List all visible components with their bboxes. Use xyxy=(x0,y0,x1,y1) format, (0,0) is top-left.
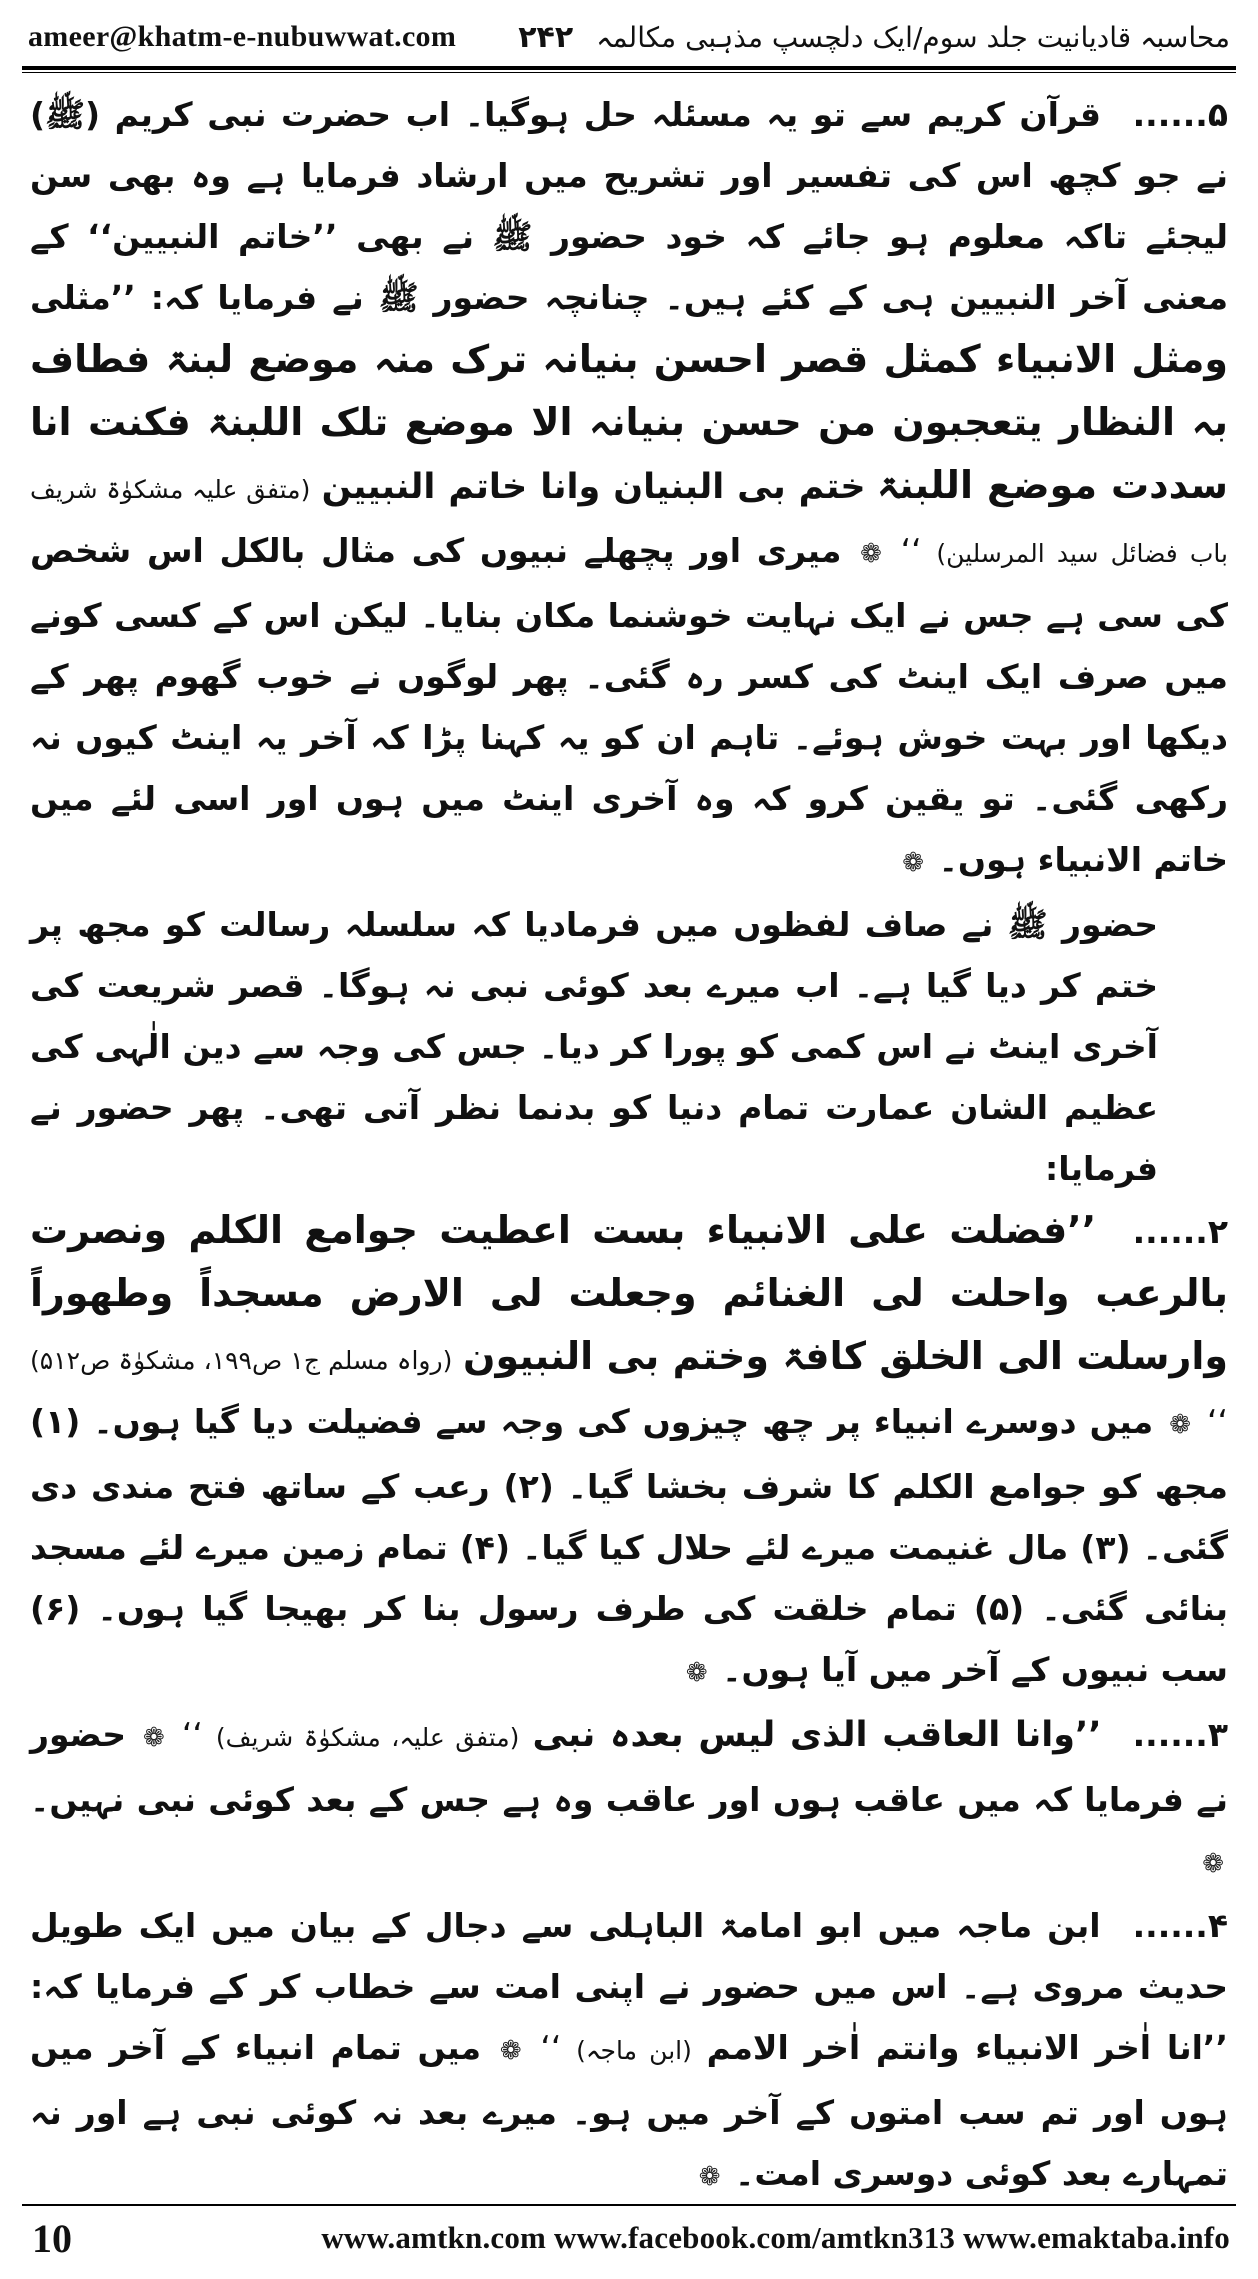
hadith-reference: (ابن ماجہ) xyxy=(576,2036,692,2065)
flower-ornament-icon: ❁ xyxy=(499,2036,522,2066)
page-header xyxy=(28,10,1230,64)
hadith-reference: (رواہ مسلم ج۱ ص۱۹۹، مشکوٰۃ ص۵۱۲) xyxy=(30,1346,453,1375)
urdu-translation: میری اور پچھلے نبیوں کی مثال بالکل اس شخص کی سی ہے جس نے ایک نہایت خوشنما مکان بنایا۔ لیکن اس کے کسی کونے میں صرف ایک اینٹ کی کسر رہ گئی۔ پھر لوگوں نے خوب گھوم پھر کے دیکھا اور بہت خوش ہوئے۔ تاہم ان کو یہ کہنا پڑا کہ آخر یہ اینٹ کیوں نہ رکھی گئی۔ تو یقین کرو کہ وہ آخری اینٹ میں ہوں اور اسی لئے میں خاتم الانبیاء ہوں۔ xyxy=(30,531,1228,879)
header-title-group xyxy=(518,20,1230,55)
arabic-hadith-end: ختم بی البنیان وانا خاتم النبیین xyxy=(321,467,866,507)
header-email: ameer@khatm-e-nubuwwat.com xyxy=(28,20,457,53)
urdu-translation: حضور نے فرمایا کہ میں عاقب ہوں اور عاقب وہ ہے جس کے بعد کوئی نبی نہیں۔ xyxy=(30,1715,1228,1819)
hadith-reference: (متفق علیہ، مشکوٰۃ شریف) xyxy=(215,1723,520,1752)
paragraph-text: حضور ﷺ نے صاف لفظوں میں فرمادیا کہ سلسلہ رسالت کو مجھ پر ختم کر دیا گیا ہے۔ اب میرے بعد کوئی نبی نہ ہوگا۔ قصر شریعت کی آخری اینٹ نے اس کمی کو پورا کر دیا۔ جس کی وجہ سے دین الٰہی کی عظیم الشان عمارت تمام دنیا کو بدنما نظر آتی تھی۔ پھر حضور نے فرمایا: xyxy=(30,905,1158,1188)
paragraph-summary xyxy=(30,894,1228,1199)
paragraph-2 xyxy=(30,1199,1228,1704)
quote-close: ‘‘ xyxy=(900,531,922,570)
flower-ornament-icon: ❁ xyxy=(902,848,925,878)
item-number: ۳...... xyxy=(1132,1715,1228,1754)
urdu-translation: میں دوسرے انبیاء پر چھ چیزوں کی وجہ سے فضیلت دیا گیا ہوں۔ (۱) مجھ کو جوامع الکلم کا شرف بخشا گیا۔ (۲) رعب کے ساتھ فتح مندی دی گئی۔ (۳) مال غنیمت میرے لئے حلال کیا گیا۔ (۴) تمام زمین میرے لئے مسجد بنائی گئی۔ (۵) تمام خلقت کی طرف رسول بنا کر بھیجا گیا ہوں۔ (۶) سب نبیوں کے آخر میں آیا ہوں۔ xyxy=(30,1402,1228,1689)
item-number: ۵...... xyxy=(1132,95,1228,134)
paragraph-5 xyxy=(30,84,1228,894)
header-rule-thin xyxy=(22,72,1236,73)
flower-ornament-icon: ❁ xyxy=(685,1658,708,1688)
arabic-hadith: ’’فضلت علی الانبیاء بست اعطیت جوامع الکلم ونصرت بالرعب واحلت لی الغنائم وجعلت لی الارض مسجداً وطھوراً وارسلت الی الخلق کافۃ وختم بی النبیون xyxy=(30,1208,1229,1378)
header-page-number: ۲۴۲ xyxy=(518,19,574,55)
paragraph-4 xyxy=(30,1895,1228,2208)
arabic-hadith: ومثل الانبیاء کمثل قصر احسن بنیانہ ترک منہ موضع لبنۃ فطاف بہ النظار یتعجبون من حسن بنیانہ الا موضع تلک اللبنۃ فکنت انا سددت موضع اللبنۃ xyxy=(30,337,1228,507)
flower-ornament-icon: ❁ xyxy=(860,539,882,569)
footer-page-index: 10 xyxy=(32,2215,72,2261)
footer-links: www.amtkn.com www.facebook.com/amtkn313 www.emaktaba.info xyxy=(321,2220,1230,2255)
flower-ornament-icon: ❁ xyxy=(698,2162,721,2192)
flower-ornament-icon: ❁ xyxy=(1202,1849,1224,1879)
paragraph-text: ابن ماجہ میں ابو امامۃ الباہلی سے دجال کے بیان میں ایک طویل حدیث مروی ہے۔ اس میں حضور نے اپنی امت سے خطاب کر کے فرمایا کہ: ’’انا اٰخر الانبیاء وانتم اٰخر الامم xyxy=(30,1906,1228,2067)
paragraph-3 xyxy=(30,1704,1228,1895)
arabic-hadith: ’’وانا العاقب الذی لیس بعدہ نبی xyxy=(532,1715,1102,1755)
item-number: ۴...... xyxy=(1132,1906,1228,1945)
hadith-reference: (متفق علیہ مشکوٰۃ شریف باب فضائل سید المرسلین) xyxy=(30,475,1228,568)
header-title: محاسبہ قادیانیت جلد سوم/ایک دلچسپ مذہبی مکالمہ xyxy=(596,20,1230,54)
flower-ornament-icon: ❁ xyxy=(143,1723,165,1753)
flower-ornament-icon: ❁ xyxy=(1169,1410,1191,1440)
quote-close: ‘‘ xyxy=(181,1715,203,1754)
page-footer xyxy=(28,2208,1230,2268)
paragraph-text: قرآن کریم سے تو یہ مسئلہ حل ہوگیا۔ اب حضرت نبی کریم (ﷺ) نے جو کچھ اس کی تفسیر اور تشریح میں ارشاد فرمایا ہے وہ بھی سن لیجئے تاکہ معلوم ہو جائے کہ خود حضور ﷺ نے بھی ’’خاتم النبیین‘‘ کے معنی آخر النبیین ہی کے کئے ہیں۔ چنانچہ حضور ﷺ نے فرمایا کہ: ’’مثلی xyxy=(30,95,1228,317)
page-body xyxy=(30,84,1229,2193)
header-rule xyxy=(22,66,1236,70)
item-number: ۲...... xyxy=(1132,1212,1228,1251)
footer-rule xyxy=(22,2204,1236,2206)
quote-close: ‘‘ xyxy=(1207,1402,1228,1441)
urdu-translation: میں تمام انبیاء کے آخر میں ہوں اور تم سب امتوں کے آخر میں ہو۔ میرے بعد نہ کوئی نبی ہے اور نہ تمہارے بعد کوئی دوسری امت۔ xyxy=(30,2028,1228,2193)
quote-close: ‘‘ xyxy=(540,2028,562,2067)
